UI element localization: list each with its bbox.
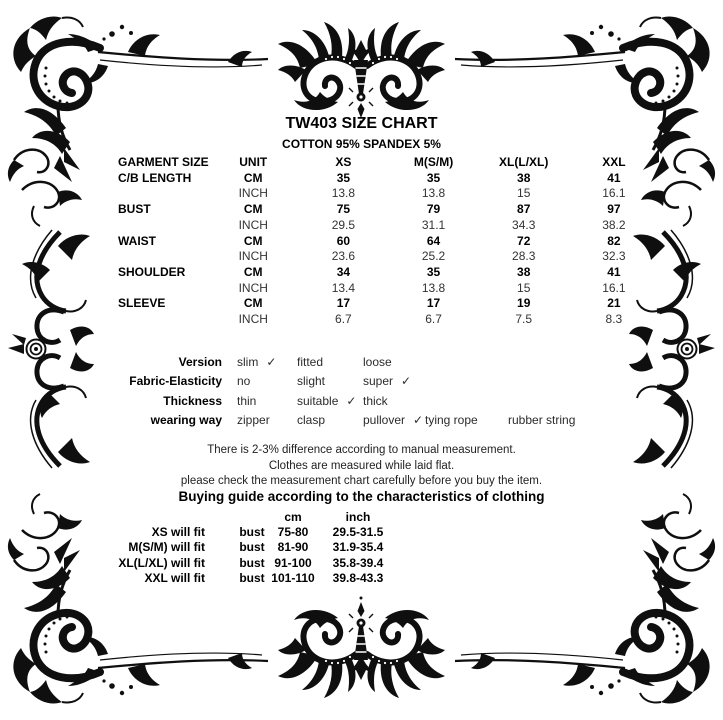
table-cell: 38: [517, 264, 531, 279]
guide-cell: cm: [284, 510, 302, 524]
table-cell: 16.1: [602, 186, 626, 201]
table-row: [118, 202, 659, 218]
attribute-label: Version: [178, 355, 222, 369]
table-cell: 19: [517, 296, 531, 311]
column-header: UNIT: [239, 155, 268, 169]
checkmark-icon: ✓: [346, 393, 357, 408]
guide-cell: XXL will fit: [144, 570, 205, 585]
attribute-option: slim ✓: [237, 355, 277, 369]
table-cell: 75: [336, 202, 351, 217]
table-cell: [118, 312, 208, 328]
attribute-label: Thickness: [163, 393, 222, 408]
table-cell: 34: [336, 264, 351, 279]
table-cell: 25.2: [421, 249, 446, 264]
table-cell: CM: [243, 170, 263, 185]
table-cell: 32.3: [602, 249, 626, 264]
attribute-option: slight: [297, 374, 326, 389]
table-cell: [118, 281, 208, 297]
table-cell: 82: [607, 233, 621, 248]
guide-cell: 101-110: [271, 570, 315, 585]
table-cell: 13.8: [421, 186, 446, 201]
table-cell: INCH: [238, 217, 268, 232]
table-cell: 41: [607, 264, 621, 279]
table-cell: 79: [426, 202, 441, 217]
table-cell: 13.8: [331, 186, 356, 201]
guide-cell: 39.8-43.3: [332, 570, 384, 585]
guide-cell: M(S/M) will fit: [128, 540, 205, 555]
buying-guide-title: Buying guide according to the characteristics of clothing: [178, 489, 545, 504]
guide-cell: bust: [239, 525, 265, 540]
table-cell: INCH: [238, 249, 268, 264]
table-row: [118, 218, 659, 234]
checkmark-icon: ✓: [401, 374, 412, 389]
table-row: [118, 265, 659, 281]
note-line: There is 2-3% difference according to manual measurement.: [207, 444, 516, 456]
guide-row-item: [0, 525, 723, 540]
attribute-option: suitable ✓: [297, 393, 357, 408]
attribute-label: wearing way: [150, 412, 222, 427]
guide-cell: bust: [239, 540, 265, 555]
table-cell: 17: [336, 296, 351, 311]
note-line: Clothes are measured while laid flat.: [268, 459, 455, 472]
table-cell: [118, 186, 208, 202]
table-cell: CM: [243, 264, 263, 279]
table-cell: WAIST: [118, 233, 156, 248]
guide-cell: bust: [239, 570, 265, 585]
attribute-option: thick: [363, 393, 388, 408]
table-cell: 7.5: [515, 312, 533, 327]
guide-header-row: [0, 510, 723, 525]
measurement-notes: [0, 443, 723, 490]
note-line: please check the measurement chart carefully before you buy the item.: [180, 475, 543, 487]
attribute-row: [0, 411, 723, 430]
attribute-option: fitted: [297, 355, 324, 369]
table-cell: 35: [426, 170, 441, 185]
attribute-option: no: [237, 374, 251, 389]
table-cell: 17: [426, 296, 441, 311]
table-cell: CM: [243, 233, 263, 248]
table-cell: [118, 249, 208, 265]
table-cell: 38.2: [602, 217, 626, 232]
table-cell: 13.8: [421, 280, 446, 295]
guide-cell: 35.8-39.4: [332, 555, 384, 570]
column-header: M(S/M): [413, 155, 454, 169]
guide-cell: 81-90: [277, 540, 309, 555]
table-cell: SHOULDER: [118, 264, 186, 279]
table-cell: SLEEVE: [118, 296, 166, 311]
table-cell: 21: [607, 296, 621, 311]
table-cell: INCH: [238, 312, 268, 327]
guide-row-item: [0, 571, 723, 586]
table-row: [118, 312, 659, 328]
size-table-header-row: [118, 155, 659, 171]
guide-cell: 91-100: [274, 555, 312, 570]
table-cell: 28.3: [512, 249, 536, 264]
guide-cell: 29.5-31.5: [332, 525, 384, 540]
table-cell: 35: [336, 170, 351, 185]
table-cell: 31.1: [421, 217, 446, 232]
table-cell: 8.3: [605, 312, 623, 327]
table-cell: 6.7: [425, 312, 442, 327]
garment-attributes: [0, 353, 723, 430]
table-cell: [118, 218, 208, 234]
attribute-option: loose: [363, 355, 392, 369]
table-row: [118, 296, 659, 312]
size-chart-table: [118, 155, 659, 328]
guide-cell: XS will fit: [151, 525, 205, 540]
guide-cell: inch: [345, 510, 371, 524]
column-header: XXL: [602, 155, 626, 169]
buying-guide-table: [0, 510, 723, 586]
attribute-row: [0, 353, 723, 372]
guide-row-item: [0, 556, 723, 571]
attribute-row: [0, 392, 723, 411]
table-cell: 29.5: [331, 217, 356, 232]
column-header: GARMENT SIZE: [118, 155, 209, 169]
table-cell: CM: [243, 202, 263, 217]
column-header: XL(L/XL): [499, 155, 549, 169]
table-cell: 72: [517, 233, 531, 248]
attribute-option: pullover ✓: [363, 412, 424, 427]
table-cell: 34.3: [512, 217, 536, 232]
attribute-option: rubber string: [508, 412, 576, 427]
table-row: [118, 186, 659, 202]
table-cell: 41: [607, 170, 621, 185]
column-header: XS: [335, 155, 352, 169]
fabric-composition: COTTON 95% SPANDEX 5%: [282, 137, 441, 151]
table-cell: 87: [517, 202, 531, 217]
attribute-option: super ✓: [363, 374, 412, 389]
attribute-row: [0, 372, 723, 391]
checkmark-icon: ✓: [413, 412, 424, 427]
attribute-option: thin: [237, 393, 257, 408]
table-cell: 60: [336, 233, 351, 248]
attribute-option: clasp: [297, 412, 326, 427]
attribute-option: tying rope: [425, 412, 478, 427]
table-cell: C/B LENGTH: [118, 170, 192, 185]
table-cell: 6.7: [335, 312, 352, 327]
table-row: [118, 234, 659, 250]
table-cell: CM: [243, 296, 263, 311]
table-cell: 15: [517, 280, 531, 295]
table-cell: 97: [607, 202, 621, 217]
guide-row-item: [0, 540, 723, 555]
table-row: [118, 249, 659, 265]
table-cell: 64: [426, 233, 441, 248]
guide-cell: XL(L/XL) will fit: [118, 555, 205, 570]
attribute-label: Fabric-Elasticity: [129, 374, 222, 389]
table-row: [118, 281, 659, 297]
table-cell: 16.1: [602, 280, 626, 295]
checkmark-icon: ✓: [266, 355, 277, 369]
table-cell: BUST: [118, 202, 151, 217]
page-title: TW403 SIZE CHART: [285, 115, 438, 132]
table-cell: 23.6: [331, 249, 356, 264]
attribute-option: zipper: [237, 412, 270, 427]
table-cell: INCH: [238, 280, 268, 295]
table-row: [118, 171, 659, 187]
table-cell: INCH: [238, 186, 268, 201]
guide-cell: 75-80: [277, 525, 309, 540]
table-cell: 38: [517, 170, 531, 185]
guide-cell: 31.9-35.4: [332, 540, 384, 555]
guide-cell: bust: [239, 555, 265, 570]
table-cell: 13.4: [331, 280, 356, 295]
table-cell: 35: [426, 264, 441, 279]
table-cell: 15: [517, 186, 531, 201]
